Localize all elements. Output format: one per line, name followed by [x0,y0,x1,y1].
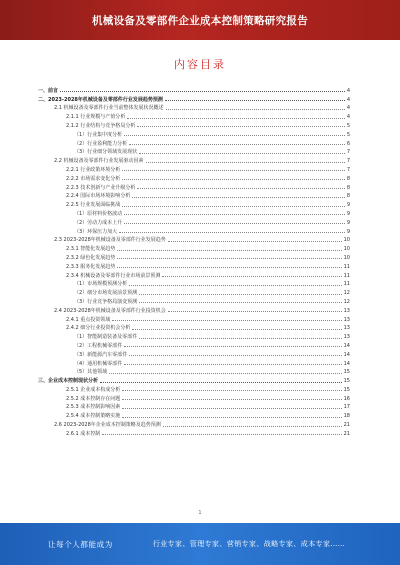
toc-entry-page: 9 [346,219,350,226]
toc-entry-label: （3）新能源汽车零部件 [74,351,128,358]
toc-leader-dots [139,338,341,339]
toc-entry[interactable] [38,111,350,120]
toc-leader-dots [122,417,341,418]
toc-entry-page: 7 [346,158,350,165]
toc-entry-page: 15 [343,378,350,385]
toc-leader-dots [124,135,345,136]
toc-leader-dots [129,144,345,145]
toc-leader-dots [100,382,342,383]
toc-entry-label: （3）行业细分领域发展现状 [74,149,138,156]
toc-entry-page: 7 [346,166,350,173]
toc-entry-label: （4）通用机械零部件 [74,360,123,367]
header-banner [0,0,400,40]
toc-entry-label: 2.3.2 绿色化发展趋势 [66,254,116,261]
toc-entry-label: （1）市场规模预测分析 [74,281,128,288]
toc-leader-dots [119,232,345,233]
toc-entry-label: （5）其他领域 [74,369,108,376]
toc-leader-dots [124,223,345,224]
toc-entry-page: 9 [346,210,350,217]
toc-leader-dots [102,434,341,435]
toc-entry-page: 9 [346,228,350,235]
toc-entry[interactable] [38,323,350,332]
toc-entry-page: 13 [343,325,350,332]
toc-leader-dots [117,267,341,268]
toc-entry[interactable] [38,349,350,358]
toc-leader-dots [162,276,341,277]
toc-leader-dots [60,91,345,92]
toc-entry-label: 二、2023-2028年机械设备及零部件行业发展趋势预测 [38,96,163,103]
footer-banner [0,523,400,565]
toc-entry-page: 21 [343,430,350,437]
toc-entry[interactable] [38,182,350,191]
toc-entry-page: 12 [343,290,350,297]
toc-entry-label: 2.4 2023-2028年机械设备及零部件行业投资机会 [54,307,166,314]
toc-entry-label: 一、前言 [38,87,59,94]
toc-entry-page: 13 [343,334,350,341]
toc-entry[interactable] [38,252,350,261]
toc-heading: 内容目录 [174,58,226,71]
toc-entry-page: 11 [343,281,350,288]
toc-entry-page: 5 [346,131,350,138]
toc-entry-label: 2.3.3 服务化发展趋势 [66,263,116,270]
toc-entry-label: 2.5.1 企业成本构成分析 [66,386,121,393]
toc-leader-dots [112,320,341,321]
toc-entry-label: （1）行业集中度分析 [74,131,123,138]
toc-leader-dots [122,179,345,180]
toc-entry-page: 6 [346,140,350,147]
toc-entry[interactable] [38,103,350,112]
toc-entry-label: （3）行业竞争格局演变预测 [74,298,138,305]
toc-entry[interactable] [38,173,350,182]
toc-entry-page: 10 [343,246,350,253]
toc-entry[interactable] [38,331,350,340]
toc-leader-dots [168,311,342,312]
toc-entry[interactable] [38,217,350,226]
toc-leader-dots [117,250,341,251]
toc-entry-page: 5 [346,122,350,129]
toc-entry[interactable] [38,94,350,103]
toc-entry-page: 12 [343,298,350,305]
toc-leader-dots [139,294,341,295]
toc-entry-page: 16 [343,395,350,402]
toc-entry-page: 4 [346,87,350,94]
toc-entry[interactable] [38,191,350,200]
toc-entry-page: 13 [343,307,350,314]
toc-entry-label: 2.1.1 行业规模与产值分析 [66,114,126,121]
toc-entry-page: 10 [343,237,350,244]
toc-entry[interactable] [38,235,350,244]
toc-entry-page: 15 [343,386,350,393]
toc-entry[interactable] [38,393,350,402]
toc-entry[interactable] [38,120,350,129]
toc-entry[interactable] [38,226,350,235]
toc-leader-dots [139,302,341,303]
toc-entry[interactable] [38,155,350,164]
toc-entry-label: （2）工程机械零部件 [74,342,123,349]
toc-entry-page: 9 [346,202,350,209]
toc-entry-label: （2）细分市场发展前景预测 [74,290,138,297]
toc-entry[interactable] [38,410,350,419]
toc-leader-dots [132,329,341,330]
toc-leader-dots [122,170,345,171]
toc-entry[interactable] [38,314,350,323]
toc-entry-page: 14 [343,360,350,367]
toc-entry-label: 2.4.2 细分行业投资机会分析 [66,325,131,332]
toc-entry-label: 2.2.1 行业政策环境分析 [66,166,121,173]
toc-entry[interactable] [38,428,350,437]
toc-leader-dots [163,426,342,427]
toc-entry-page: 21 [343,422,350,429]
toc-leader-dots [127,118,344,119]
toc-leader-dots [122,390,341,391]
toc-entry[interactable] [38,305,350,314]
toc-entry[interactable] [38,375,350,384]
toc-entry-page: 7 [346,149,350,156]
toc-entry-page: 11 [343,263,350,270]
toc-entry-label: 2.3 2023-2028年机械设备及零部件行业发展趋势 [54,237,166,244]
toc-entry-label: 2.5.4 成本控制策略实施 [66,413,121,420]
toc-leader-dots [124,214,345,215]
toc-entry[interactable] [38,358,350,367]
toc-entry-page: 4 [346,114,350,121]
toc-entry-page: 11 [343,272,350,279]
toc-entry-page: 8 [346,193,350,200]
toc-entry-label: （1）智能制造装备及零部件 [74,334,138,341]
toc-entry-page: 14 [343,342,350,349]
toc-leader-dots [129,285,341,286]
toc-entry-label: 2.1 机械设备及零部件行业当前整体发展状况概述 [54,105,164,112]
toc-entry-label: （2）劳动力成本上升 [74,219,123,226]
toc-entry-page: 10 [343,254,350,261]
toc-leader-dots [137,126,344,127]
toc-entry-label: 2.2.3 技术创新与产业升级分析 [66,184,136,191]
footer-tagline: 行业专家、管理专家、营销专家、战略专家、成本专家…… [152,540,346,548]
toc-leader-dots [137,188,344,189]
toc-entry-label: 2.1.2 行业结构与竞争格局分析 [66,122,136,129]
toc-entry-label: 2.2 机械设备及零部件行业发展驱动因素 [54,158,144,165]
toc-entry-page: 4 [346,96,350,103]
toc-entry-label: （3）环保压力加大 [74,228,118,235]
toc-entry-page: 4 [346,105,350,112]
toc-entry-label: 2.2.5 行业发展面临挑战 [66,202,121,209]
toc-entry[interactable] [38,367,350,376]
footer-slogan: 让每个人都能成为 [48,539,113,549]
toc-entry-label: （1）原材料价格波动 [74,210,123,217]
toc-leader-dots [124,364,341,365]
toc-entry-page: 18 [343,413,350,420]
toc-entry-page: 8 [346,184,350,191]
toc-entry[interactable] [38,402,350,411]
toc-entry[interactable] [38,261,350,270]
toc-entry[interactable] [38,279,350,288]
toc-leader-dots [129,355,341,356]
toc-entry-label: 2.5.3 成本控制影响因素 [66,404,121,411]
page-number: 1 [198,510,202,516]
toc-leader-dots [139,153,345,154]
toc-entry[interactable] [38,199,350,208]
toc-entry[interactable] [38,270,350,279]
toc-entry-label: 2.3.1 智能化发展趋势 [66,246,116,253]
toc-entry-label: 2.2.2 市场需求变化分析 [66,175,121,182]
toc-entry-label: 2.5.2 成本控制存在问题 [66,395,121,402]
toc-entry-label: （2）行业盈利能力分析 [74,140,128,147]
toc-leader-dots [122,399,341,400]
toc-entry[interactable] [38,208,350,217]
toc-leader-dots [168,241,342,242]
report-title: 机械设备及零部件企业成本控制策略研究报告 [92,14,308,27]
toc-entry-page: 13 [343,316,350,323]
toc-entry-page: 17 [343,404,350,411]
toc-entry-page: 15 [343,369,350,376]
toc-leader-dots [109,373,341,374]
toc-entry[interactable] [38,243,350,252]
toc-entry[interactable] [38,340,350,349]
toc-leader-dots [124,346,341,347]
toc-leader-dots [122,206,345,207]
toc-leader-dots [132,197,344,198]
toc-entry[interactable] [38,129,350,138]
toc-entry[interactable] [38,384,350,393]
toc-leader-dots [122,408,341,409]
toc-leader-dots [165,100,345,101]
toc-entry[interactable] [38,419,350,428]
toc-entry-page: 8 [346,175,350,182]
toc-entry-label: 2.2.4 国际市场环境影响分析 [66,193,131,200]
toc-leader-dots [166,109,345,110]
toc-entry-label: 2.3.4 机械设备及零部件行业市场前景预测 [66,272,161,279]
toc-entry[interactable] [38,85,350,94]
toc-entry-label: 三、企业成本控制现状分析 [38,378,99,385]
toc-entry[interactable] [38,164,350,173]
toc-entry-label: 2.4.1 重点投资领域 [66,316,111,323]
toc-entry-label: 2.6 2023-2028年企业成本控制策略及趋势预测 [54,422,161,429]
toc-entry[interactable] [38,287,350,296]
toc-entry-page: 14 [343,351,350,358]
toc-leader-dots [117,258,341,259]
toc-entry-label: 2.6.1 成本控制 [66,430,101,437]
toc-entry[interactable] [38,147,350,156]
toc-entry[interactable] [38,296,350,305]
toc-leader-dots [146,162,345,163]
table-of-contents [38,85,350,437]
toc-entry[interactable] [38,138,350,147]
